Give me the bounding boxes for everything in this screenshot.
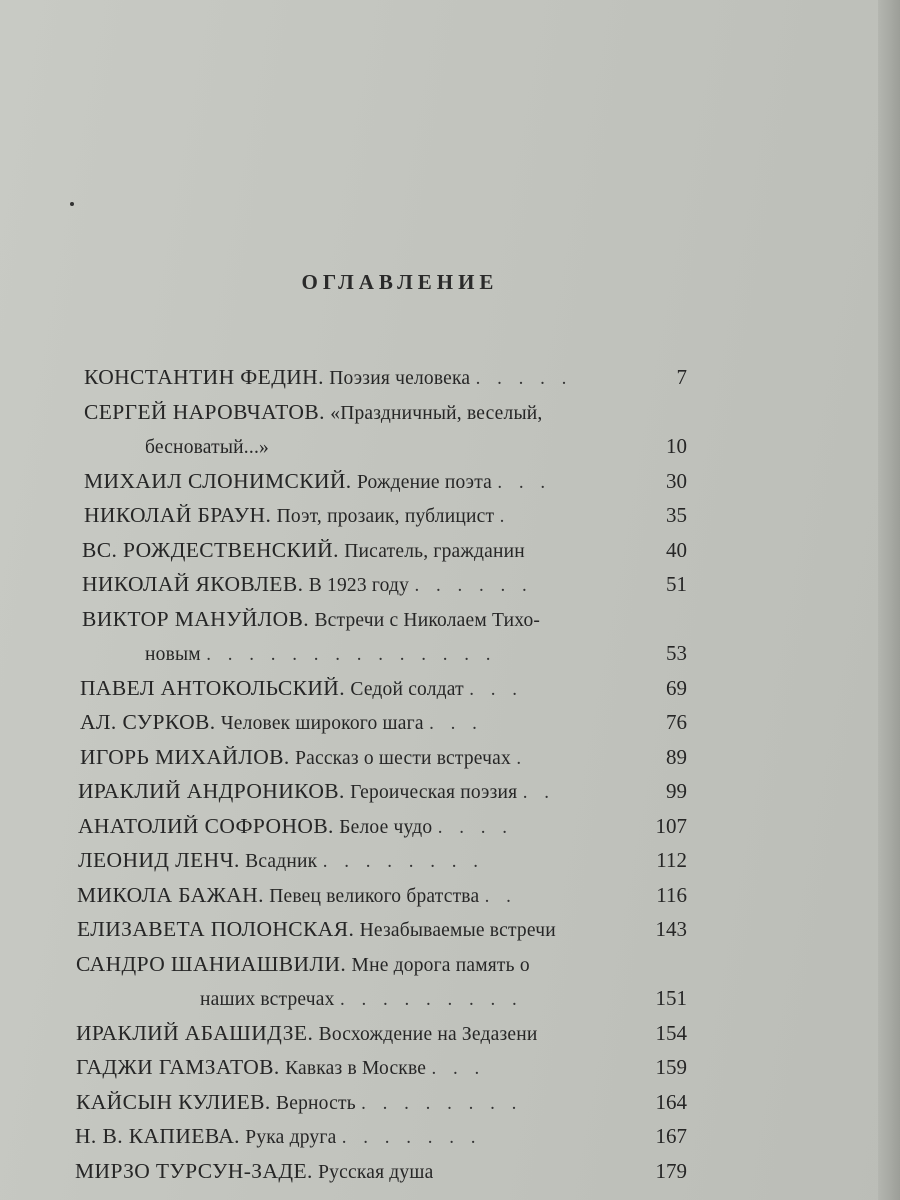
entry-title: Поэт, прозаик, публицист: [276, 506, 495, 527]
entry-page: 143: [655, 917, 687, 941]
entry-author: НИКОЛАЙ БРАУН.: [84, 503, 272, 527]
toc-entry: [0, 1154, 900, 1189]
entry-author: ЕЛИЗАВЕТА ПОЛОНСКАЯ.: [77, 917, 355, 941]
entry-author: ИГОРЬ МИХАЙЛОВ.: [80, 744, 290, 769]
entry-author: ИРАКЛИЙ АНДРОНИКОВ.: [78, 779, 345, 803]
entry-author: КОНСТАНТИН ФЕДИН.: [84, 365, 324, 389]
entry-page: 107: [655, 813, 687, 838]
entry-title: Белое чудо: [339, 816, 433, 838]
entry-author: ГАДЖИ ГАМЗАТОВ.: [76, 1055, 280, 1079]
entry-title: Кавказ в Москве: [285, 1058, 427, 1079]
toc-entry: [0, 1016, 900, 1051]
toc-entry-continuation: [0, 981, 900, 1016]
entry-author: АНАТОЛИЙ СОФРОНОВ.: [78, 813, 334, 838]
entry-title: Седой солдат: [350, 678, 464, 700]
entry-page: 89: [666, 744, 687, 769]
entry-page: 40: [666, 537, 687, 562]
entry-leader: .: [516, 747, 528, 769]
entry-author: НИКОЛАЙ ЯКОВЛЕВ.: [82, 572, 304, 596]
entry-title: Всадник: [245, 851, 318, 872]
entry-author: КАЙСЫН КУЛИЕВ.: [76, 1089, 271, 1114]
entry-author: АЛ. СУРКОВ.: [80, 710, 216, 734]
entry-page: 7: [676, 365, 687, 389]
toc-entry: [0, 947, 900, 982]
entry-leader: . . .: [469, 678, 523, 700]
entry-page: 51: [666, 572, 687, 596]
entry-page: 53: [666, 641, 687, 665]
entry-leader: . . . . . .: [414, 575, 533, 596]
entry-author: Н. В. КАПИЕВА.: [75, 1124, 240, 1148]
toc-entry: [0, 705, 900, 740]
entry-leader: .: [499, 506, 511, 527]
page-title: ОГЛАВЛЕНИЕ: [301, 270, 499, 294]
entry-title: Певец великого братства: [269, 885, 480, 907]
entry-page: 112: [656, 848, 687, 872]
toc-entry: [0, 464, 900, 499]
entry-title: Верность: [276, 1092, 356, 1114]
entry-page: 167: [655, 1124, 687, 1148]
entry-author: МИХАИЛ СЛОНИМСКИЙ.: [84, 468, 352, 493]
entry-title: Незабываемые встречи: [359, 920, 556, 941]
entry-leader: . . .: [497, 471, 552, 493]
entry-title: Русская душа: [318, 1161, 434, 1183]
entry-title-continued: бесноватый...»: [145, 437, 269, 458]
toc-entry-continuation: [0, 636, 900, 671]
entry-leader: . . . . .: [475, 368, 573, 389]
toc-entry: [0, 360, 900, 395]
toc-entry: [0, 843, 900, 878]
toc-entry: [0, 498, 900, 533]
toc-entry: [0, 602, 900, 637]
entry-leader: . . . . . . .: [341, 1127, 482, 1148]
entry-title: Героическая поэзия: [350, 782, 518, 803]
entry-title: В 1923 году: [308, 575, 410, 596]
toc-entry: [0, 1085, 900, 1120]
entry-leader: . . .: [429, 713, 483, 734]
entry-leader: . . . . . . . . .: [339, 989, 523, 1010]
entry-page: 116: [656, 882, 687, 907]
entry-title: Рождение поэта: [356, 471, 493, 493]
entry-page: 151: [655, 986, 687, 1010]
entry-page: 35: [666, 503, 687, 527]
table-of-contents: [0, 360, 900, 1188]
toc-entry: [0, 912, 900, 947]
entry-author: ЛЕОНИД ЛЕНЧ.: [78, 848, 240, 872]
entry-page: 159: [655, 1055, 687, 1079]
entry-author: САНДРО ШАНИАШВИЛИ.: [76, 951, 347, 976]
toc-entry: [0, 878, 900, 913]
entry-author: ВС. РОЖДЕСТВЕНСКИЙ.: [82, 537, 339, 562]
entry-page: 30: [666, 468, 687, 493]
entry-title-continued: наших встречах: [200, 989, 335, 1010]
entry-leader: . .: [484, 885, 517, 907]
entry-leader: . . . . . . . . . . . . . .: [206, 644, 497, 665]
entry-leader: . . . .: [437, 816, 513, 838]
toc-entry: [0, 395, 900, 430]
entry-page: 76: [666, 710, 687, 734]
entry-leader: . . . . . . . .: [322, 851, 484, 872]
entry-leader: . . .: [431, 1058, 486, 1079]
entry-page: 69: [666, 675, 687, 700]
entry-title: Человек широкого шага: [220, 713, 424, 734]
toc-entry-continuation: [0, 429, 900, 464]
toc-entry: [0, 671, 900, 706]
toc-entry: [0, 1119, 900, 1154]
entry-title-continued: новым: [145, 644, 201, 665]
toc-entry: [0, 1050, 900, 1085]
entry-title: Писатель, гражданин: [344, 540, 525, 562]
entry-leader: . .: [522, 782, 555, 803]
entry-author: ИРАКЛИЙ АБАШИДЗЕ.: [76, 1020, 314, 1045]
entry-title: Поэзия человека: [329, 368, 471, 389]
entry-page: 179: [655, 1158, 687, 1183]
entry-leader: . . . . . . . .: [361, 1092, 523, 1114]
toc-entry: [0, 533, 900, 568]
toc-entry: [0, 740, 900, 775]
entry-page: 99: [666, 779, 687, 803]
entry-page: 154: [655, 1020, 687, 1045]
entry-author: МИРЗО ТУРСУН-ЗАДЕ.: [75, 1158, 313, 1183]
entry-title: Восхождение на Зедазени: [318, 1023, 538, 1045]
entry-title: Встречи с Николаем Тихо-: [314, 609, 541, 631]
entry-page: 164: [655, 1089, 687, 1114]
entry-title: Рука друга: [245, 1127, 337, 1148]
entry-title: Мне дорога память о: [351, 954, 530, 976]
entry-author: ВИКТОР МАНУЙЛОВ.: [82, 606, 310, 631]
entry-author: МИКОЛА БАЖАН.: [77, 882, 264, 907]
entry-title: Рассказ о шести встречах: [295, 747, 511, 769]
entry-author: ПАВЕЛ АНТОКОЛЬСКИЙ.: [80, 675, 345, 700]
toc-entry: [0, 567, 900, 602]
toc-entry: [0, 774, 900, 809]
toc-entry: [0, 809, 900, 844]
entry-title: «Праздничный, веселый,: [330, 402, 543, 424]
ink-speck: [70, 202, 74, 206]
entry-page: 10: [666, 434, 687, 458]
entry-author: СЕРГЕЙ НАРОВЧАТОВ.: [84, 399, 325, 424]
